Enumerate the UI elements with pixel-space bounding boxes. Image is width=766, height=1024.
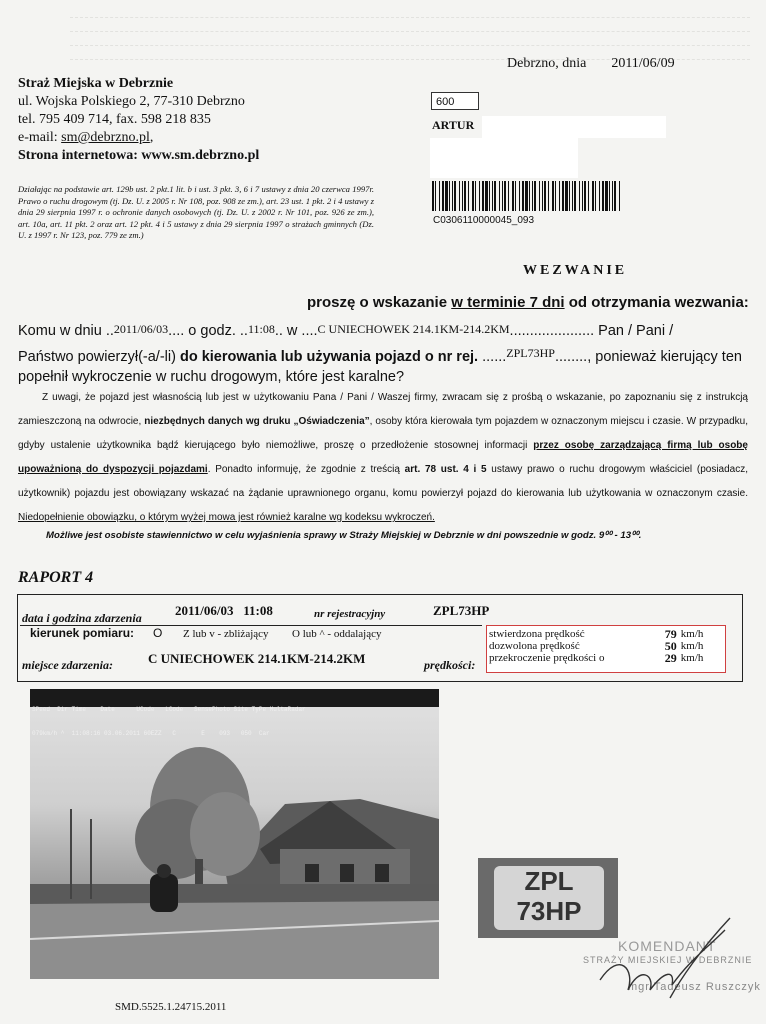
- footer-reference: SMD.5525.1.24715.2011: [115, 1001, 227, 1013]
- speeds-label: prędkości:: [424, 658, 476, 672]
- signature: [580, 910, 740, 1000]
- direction-value: O: [153, 626, 163, 640]
- org-header: [18, 75, 378, 165]
- speeds-table: [487, 628, 725, 664]
- stamp-name: mgr Tadeusz Ruszczyk: [628, 981, 761, 993]
- redaction-box: [482, 116, 666, 138]
- stamp-org: STRAŻY MIEJSKIEJ W DEBRZNIE: [583, 955, 753, 965]
- report-datetime: 2011/06/03 11:08: [175, 603, 273, 618]
- org-email-link[interactable]: sm@debrzno.pl: [61, 130, 150, 145]
- barcode: [432, 181, 624, 211]
- summons-title: WEZWANIE: [523, 263, 628, 278]
- org-phone: tel. 795 409 714, fax. 598 218 835: [18, 112, 211, 127]
- vehicle-plate: ZPL73HP: [506, 346, 555, 360]
- summons-line-1: Komu w dniu ..2011/06/03.... o godz. ..11:08.. w ....C UNIECHOWEK 214.1KM-214.2KM..................... Pan / Pani /: [18, 322, 674, 339]
- org-address: ul. Wojska Polskiego 2, 77-310 Debrzno: [18, 94, 245, 109]
- report-title: RAPORT 4: [18, 569, 94, 586]
- reg-label: nr rejestracyjny: [314, 608, 386, 620]
- photo-scene: [30, 689, 439, 979]
- summons-request: proszę o wskazanie w terminie 7 dni od otrzymania wezwania:: [307, 294, 749, 311]
- place-date: [507, 56, 675, 72]
- radar-data-strip: SPeed Dir Time Date UCode LCode SensePhoto Site TyPe MultaRadar 079km/h ^ 11:08:16 03.06.2011 60EZZ C E 093 050 Car: [30, 689, 439, 707]
- issue-date: 2011/06/09: [611, 56, 675, 71]
- direction-label: kierunek pomiaru:: [30, 626, 135, 640]
- offence-time: 11:08: [247, 322, 275, 336]
- offence-location: C UNIECHOWEK 214.1KM-214.2KM: [317, 322, 510, 336]
- summons-line-2: Państwo powierzył(-a/-li) do kierowania lub używania pojazd o nr rej. ......$^{ZPL73HP}$........, ponieważ kierujący ten: [18, 346, 742, 365]
- recipient-code: 600: [431, 92, 479, 110]
- speed-row: stwierdzona prędkość 79 km/h: [489, 627, 704, 641]
- speed-row: przekroczenie prędkości o 29 km/h: [489, 651, 704, 665]
- legal-basis: Działając na podstawie art. 129b ust. 2 pkt.1 lit. b i ust. 3 pkt. 3, 6 i 7 ustawy z dnia 20 czerwca 1997r. Prawo o ruchu drogowym (tj. Dz. U. z 2005 r. Nr 108, poz. 908 ze zm.), art. 23 ust. 1 pkt. 2 i 4 ustawy z dnia 29 sierpnia 1997 r. o ochronie danych osobowych (tj. Dz. U. z 2002 r. Nr 101, poz. 926 ze zm.), art. 10a, art. 11 pkt. 2 oraz art. 12 pkt. 4 i 5 ustawy z dnia 29 sierpnia 1997 o strażach gminnych (Dz. U. z 1997 r. Nr 123, poz. 779 ze zm.): [18, 184, 374, 240]
- org-website: Strona internetowa: www.sm.debrzno.pl: [18, 148, 260, 163]
- place: Debrzno, dnia: [507, 56, 587, 71]
- report-plate: ZPL73HP: [433, 603, 490, 618]
- redaction-box: [430, 138, 578, 178]
- speeds-box: [486, 625, 726, 673]
- speed-row: dozwolona prędkość 50 km/h: [489, 639, 704, 653]
- stamp-title: KOMENDANT: [618, 938, 717, 954]
- explanation-paragraph: Z uwagi, że pojazd jest własnością lub jest w użytkowaniu Pana / Pani / Waszej firmy, zwracam się z prośbą o wskazanie, po zapoznaniu się z instrukcją zamieszczoną na odwrocie, niezbędnych danych wg druku „Oświadczenia”, osoby która kierowała tym pojazdem w oznaczonym miejscu i czasie. W przypadku, gdyby ustalenie użytkownika bądź kierującego było niemożliwe, proszę o przedłożenie stosownej informacji przez osobę zarządzającą firmą lub osobę upoważnioną do dyspozycji pojazdami. Ponadto informuję, że zgodnie z treścią art. 78 ust. 4 i 5 ustawy prawo o ruchu drogowym właściciel (posiadacz, użytkownik) pojazdu jest obowiązany wskazać na żądanie uprawnionego organu, komu powierzył pojazd do kierowania lub użytkowania w oznaczonym czasie. Niedopełnienie obowiązku, o którym wyżej mowa jest również karalne wg kodeksu wykroczeń.: [18, 392, 748, 523]
- plate-image: ZPL 73HP: [494, 866, 604, 930]
- evidence-photo: [30, 689, 439, 979]
- report-place: C UNIECHOWEK 214.1KM-214.2KM: [148, 651, 366, 666]
- direction-option-receding: O lub ^ - oddalający: [292, 628, 382, 640]
- datetime-label: data i godzina zdarzenia: [22, 611, 142, 625]
- offence-date: 2011/06/03: [113, 322, 169, 336]
- barcode-text: C0306110000045_093: [433, 215, 535, 226]
- org-name: Straż Miejska w Debrznie: [18, 76, 174, 91]
- recipient-name: ARTUR: [432, 118, 475, 132]
- visit-info: Możliwe jest osobiste stawiennictwo w celu wyjaśnienia sprawy w Straży Miejskiej w Debrznie w dni powszednie w godz. 9⁰⁰ - 13⁰⁰.: [46, 530, 642, 541]
- org-email-line: e-mail: sm@debrzno.pl,: [18, 130, 154, 145]
- place-label: miejsce zdarzenia:: [22, 658, 113, 672]
- summons-line-3: popełnił wykroczenie w ruchu drogowym, które jest karalne?: [18, 369, 405, 385]
- direction-option-approaching: Z lub v - zbliżający: [183, 628, 269, 640]
